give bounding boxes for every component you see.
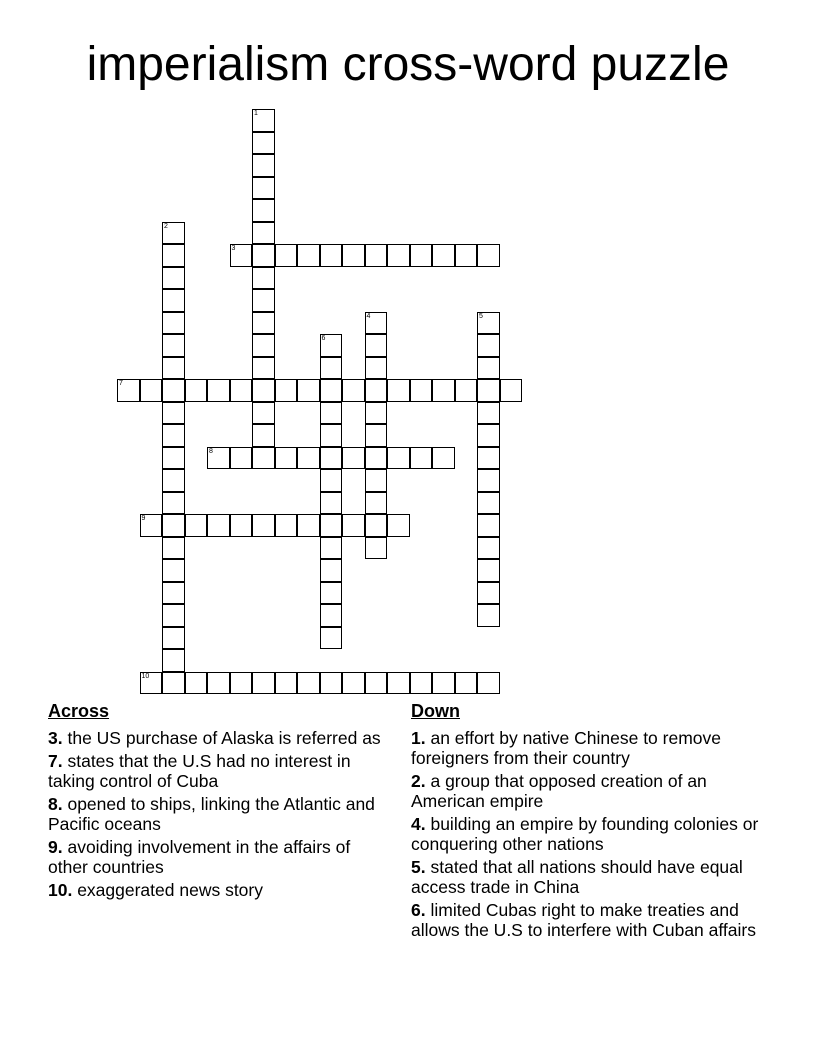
grid-cell[interactable] bbox=[162, 559, 185, 582]
down-clue bbox=[411, 771, 771, 811]
across-clue bbox=[48, 794, 388, 834]
across-clue bbox=[48, 751, 388, 791]
grid-cell[interactable] bbox=[252, 154, 275, 177]
grid-cell[interactable] bbox=[252, 199, 275, 222]
grid-cell[interactable] bbox=[320, 627, 343, 650]
grid-cell[interactable] bbox=[185, 379, 208, 402]
grid-cell[interactable] bbox=[477, 447, 500, 470]
grid-cell[interactable] bbox=[297, 672, 320, 695]
across-heading: Across bbox=[48, 701, 110, 721]
grid-cell[interactable] bbox=[320, 379, 343, 402]
grid-cell[interactable] bbox=[162, 582, 185, 605]
down-clue bbox=[411, 814, 771, 854]
grid-cell[interactable] bbox=[162, 672, 185, 695]
grid-cell[interactable] bbox=[477, 582, 500, 605]
grid-cell[interactable] bbox=[297, 514, 320, 537]
clue-text: exaggerated news story bbox=[72, 880, 263, 900]
grid-cell[interactable] bbox=[252, 334, 275, 357]
grid-cell[interactable] bbox=[207, 672, 230, 695]
grid-cell[interactable] bbox=[365, 244, 388, 267]
clue-text: opened to ships, linking the Atlantic and Pacific oceans bbox=[48, 794, 375, 834]
grid-cell[interactable] bbox=[162, 649, 185, 672]
grid-cell[interactable] bbox=[275, 514, 298, 537]
grid-cell[interactable] bbox=[162, 447, 185, 470]
grid-cell[interactable] bbox=[365, 447, 388, 470]
across-clue bbox=[48, 837, 388, 877]
grid-cell[interactable] bbox=[342, 244, 365, 267]
grid-cell[interactable] bbox=[320, 424, 343, 447]
grid-cell[interactable] bbox=[477, 379, 500, 402]
grid-cell[interactable] bbox=[387, 447, 410, 470]
clue-number: 9. bbox=[48, 837, 63, 857]
grid-cell[interactable] bbox=[252, 514, 275, 537]
grid-cell[interactable] bbox=[320, 357, 343, 380]
grid-cell[interactable] bbox=[252, 109, 275, 132]
grid-cell[interactable] bbox=[117, 379, 140, 402]
grid-cell[interactable] bbox=[320, 492, 343, 515]
grid-cell[interactable] bbox=[275, 672, 298, 695]
grid-cell[interactable] bbox=[342, 447, 365, 470]
grid-cell[interactable] bbox=[432, 379, 455, 402]
grid-cell[interactable] bbox=[320, 447, 343, 470]
cell-number: 7 bbox=[119, 380, 123, 387]
grid-cell[interactable] bbox=[455, 379, 478, 402]
grid-cell[interactable] bbox=[455, 244, 478, 267]
grid-cell[interactable] bbox=[162, 604, 185, 627]
grid-cell[interactable] bbox=[365, 379, 388, 402]
grid-cell[interactable] bbox=[297, 244, 320, 267]
grid-cell[interactable] bbox=[320, 334, 343, 357]
clue-number: 1. bbox=[411, 728, 426, 748]
grid-cell[interactable] bbox=[140, 514, 163, 537]
down-clue bbox=[411, 857, 771, 897]
grid-cell[interactable] bbox=[230, 514, 253, 537]
grid-cell[interactable] bbox=[162, 244, 185, 267]
grid-cell[interactable] bbox=[162, 267, 185, 290]
grid-cell[interactable] bbox=[342, 514, 365, 537]
grid-cell[interactable] bbox=[230, 244, 253, 267]
grid-cell[interactable] bbox=[365, 514, 388, 537]
grid-cell[interactable] bbox=[252, 289, 275, 312]
grid-cell[interactable] bbox=[275, 447, 298, 470]
clue-number: 4. bbox=[411, 814, 426, 834]
grid-cell[interactable] bbox=[252, 379, 275, 402]
grid-cell[interactable] bbox=[252, 222, 275, 245]
grid-cell[interactable] bbox=[477, 559, 500, 582]
grid-cell[interactable] bbox=[387, 514, 410, 537]
grid-cell[interactable] bbox=[320, 672, 343, 695]
grid-cell[interactable] bbox=[477, 469, 500, 492]
grid-cell[interactable] bbox=[185, 514, 208, 537]
grid-cell[interactable] bbox=[477, 537, 500, 560]
grid-cell[interactable] bbox=[162, 492, 185, 515]
grid-cell[interactable] bbox=[162, 537, 185, 560]
grid-cell[interactable] bbox=[320, 469, 343, 492]
grid-cell[interactable] bbox=[162, 334, 185, 357]
grid-cell[interactable] bbox=[477, 672, 500, 695]
grid-cell[interactable] bbox=[477, 604, 500, 627]
grid-cell[interactable] bbox=[320, 402, 343, 425]
grid-cell[interactable] bbox=[140, 672, 163, 695]
clue-number: 8. bbox=[48, 794, 63, 814]
grid-cell[interactable] bbox=[432, 672, 455, 695]
grid-cell[interactable] bbox=[365, 469, 388, 492]
clue-number: 6. bbox=[411, 900, 426, 920]
grid-cell[interactable] bbox=[275, 244, 298, 267]
across-clue bbox=[48, 728, 388, 748]
grid-cell[interactable] bbox=[320, 559, 343, 582]
clue-text: stated that all nations should have equal access trade in China bbox=[411, 857, 743, 897]
grid-cell[interactable] bbox=[297, 447, 320, 470]
grid-cell[interactable] bbox=[252, 402, 275, 425]
grid-cell[interactable] bbox=[477, 312, 500, 335]
cell-number: 4 bbox=[366, 312, 371, 320]
grid-cell[interactable] bbox=[252, 244, 275, 267]
grid-cell[interactable] bbox=[320, 604, 343, 627]
grid-cell[interactable] bbox=[230, 672, 253, 695]
grid-cell[interactable] bbox=[387, 244, 410, 267]
down-clue bbox=[411, 900, 771, 940]
grid-cell[interactable] bbox=[477, 514, 500, 537]
down-clue-list bbox=[411, 728, 771, 940]
grid-cell[interactable] bbox=[365, 334, 388, 357]
grid-cell[interactable] bbox=[342, 379, 365, 402]
clue-number: 10. bbox=[48, 880, 73, 900]
grid-cell[interactable] bbox=[477, 334, 500, 357]
grid-cell[interactable] bbox=[207, 379, 230, 402]
grid-cell[interactable] bbox=[297, 379, 320, 402]
grid-cell[interactable] bbox=[455, 672, 478, 695]
grid-cell[interactable] bbox=[207, 447, 230, 470]
grid-cell[interactable] bbox=[387, 379, 410, 402]
grid-cell[interactable] bbox=[365, 672, 388, 695]
clue-text: a group that opposed creation of an American empire bbox=[411, 771, 707, 811]
grid-cell[interactable] bbox=[162, 514, 185, 537]
cell-number: 3 bbox=[231, 245, 236, 252]
grid-cell[interactable] bbox=[320, 537, 343, 560]
across-clue bbox=[48, 880, 388, 900]
cell-number: 10 bbox=[141, 672, 150, 680]
grid-cell[interactable] bbox=[365, 357, 388, 380]
grid-cell[interactable] bbox=[320, 582, 343, 605]
grid-cell[interactable] bbox=[162, 402, 185, 425]
grid-cell[interactable] bbox=[140, 379, 163, 402]
grid-cell[interactable] bbox=[365, 492, 388, 515]
grid-cell[interactable] bbox=[252, 312, 275, 335]
clue-text: avoiding involvement in the affairs of other countries bbox=[48, 837, 351, 877]
grid-cell[interactable] bbox=[275, 379, 298, 402]
grid-cell[interactable] bbox=[162, 357, 185, 380]
grid-cell[interactable] bbox=[252, 672, 275, 695]
clue-number: 7. bbox=[48, 751, 63, 771]
grid-cell[interactable] bbox=[162, 424, 185, 447]
grid-cell[interactable] bbox=[365, 402, 388, 425]
grid-cell[interactable] bbox=[162, 627, 185, 650]
cell-number: 9 bbox=[141, 515, 146, 522]
clue-number: 3. bbox=[48, 728, 63, 748]
grid-cell[interactable] bbox=[477, 244, 500, 267]
grid-cell[interactable] bbox=[387, 672, 410, 695]
cell-number: 2 bbox=[164, 222, 168, 230]
grid-cell[interactable] bbox=[252, 357, 275, 380]
grid-cell[interactable] bbox=[432, 447, 455, 470]
grid-cell[interactable] bbox=[477, 424, 500, 447]
puzzle-title: imperialism cross-word puzzle bbox=[86, 38, 730, 91]
grid-cell[interactable] bbox=[410, 379, 433, 402]
clue-number: 5. bbox=[411, 857, 426, 877]
across-clues bbox=[48, 700, 388, 903]
grid-cell[interactable] bbox=[410, 672, 433, 695]
grid-cell[interactable] bbox=[342, 672, 365, 695]
cell-number: 5 bbox=[479, 312, 483, 320]
grid-cell[interactable] bbox=[410, 447, 433, 470]
across-clue-list bbox=[48, 728, 388, 900]
grid-cell[interactable] bbox=[500, 379, 523, 402]
clue-text: states that the U.S had no interest in taking control of Cuba bbox=[48, 751, 351, 791]
grid-cell[interactable] bbox=[252, 177, 275, 200]
grid-cell[interactable] bbox=[365, 537, 388, 560]
down-clue bbox=[411, 728, 771, 768]
grid-cell[interactable] bbox=[252, 424, 275, 447]
grid-cell[interactable] bbox=[162, 222, 185, 245]
grid-cell[interactable] bbox=[162, 312, 185, 335]
down-heading: Down bbox=[411, 701, 460, 721]
grid-cell[interactable] bbox=[162, 289, 185, 312]
grid-cell[interactable] bbox=[477, 492, 500, 515]
grid-cell[interactable] bbox=[477, 402, 500, 425]
grid-cell[interactable] bbox=[410, 244, 433, 267]
cell-number: 6 bbox=[321, 335, 326, 342]
grid-cell[interactable] bbox=[477, 357, 500, 380]
clue-number: 2. bbox=[411, 771, 426, 791]
cell-number: 8 bbox=[209, 447, 213, 455]
grid-cell[interactable] bbox=[252, 132, 275, 155]
grid-cell[interactable] bbox=[320, 514, 343, 537]
grid-cell[interactable] bbox=[207, 514, 230, 537]
clue-text: limited Cubas right to make treaties and allows the U.S to interfere with Cuban affairs bbox=[411, 900, 756, 940]
grid-cell[interactable] bbox=[230, 447, 253, 470]
grid-cell[interactable] bbox=[432, 244, 455, 267]
clue-text: the US purchase of Alaska is referred as bbox=[62, 728, 381, 748]
clue-text: an effort by native Chinese to remove foreigners from their country bbox=[411, 728, 722, 768]
grid-cell[interactable] bbox=[185, 672, 208, 695]
grid-cell[interactable] bbox=[162, 469, 185, 492]
grid-cell[interactable] bbox=[252, 447, 275, 470]
cell-number: 1 bbox=[254, 110, 258, 117]
grid-cell[interactable] bbox=[365, 424, 388, 447]
grid-cell[interactable] bbox=[252, 267, 275, 290]
down-clues bbox=[411, 700, 771, 943]
grid-cell[interactable] bbox=[365, 312, 388, 335]
grid-cell[interactable] bbox=[162, 379, 185, 402]
clue-text: building an empire by founding colonies or conquering other nations bbox=[411, 814, 759, 854]
grid-cell[interactable] bbox=[320, 244, 343, 267]
grid-cell[interactable] bbox=[230, 379, 253, 402]
